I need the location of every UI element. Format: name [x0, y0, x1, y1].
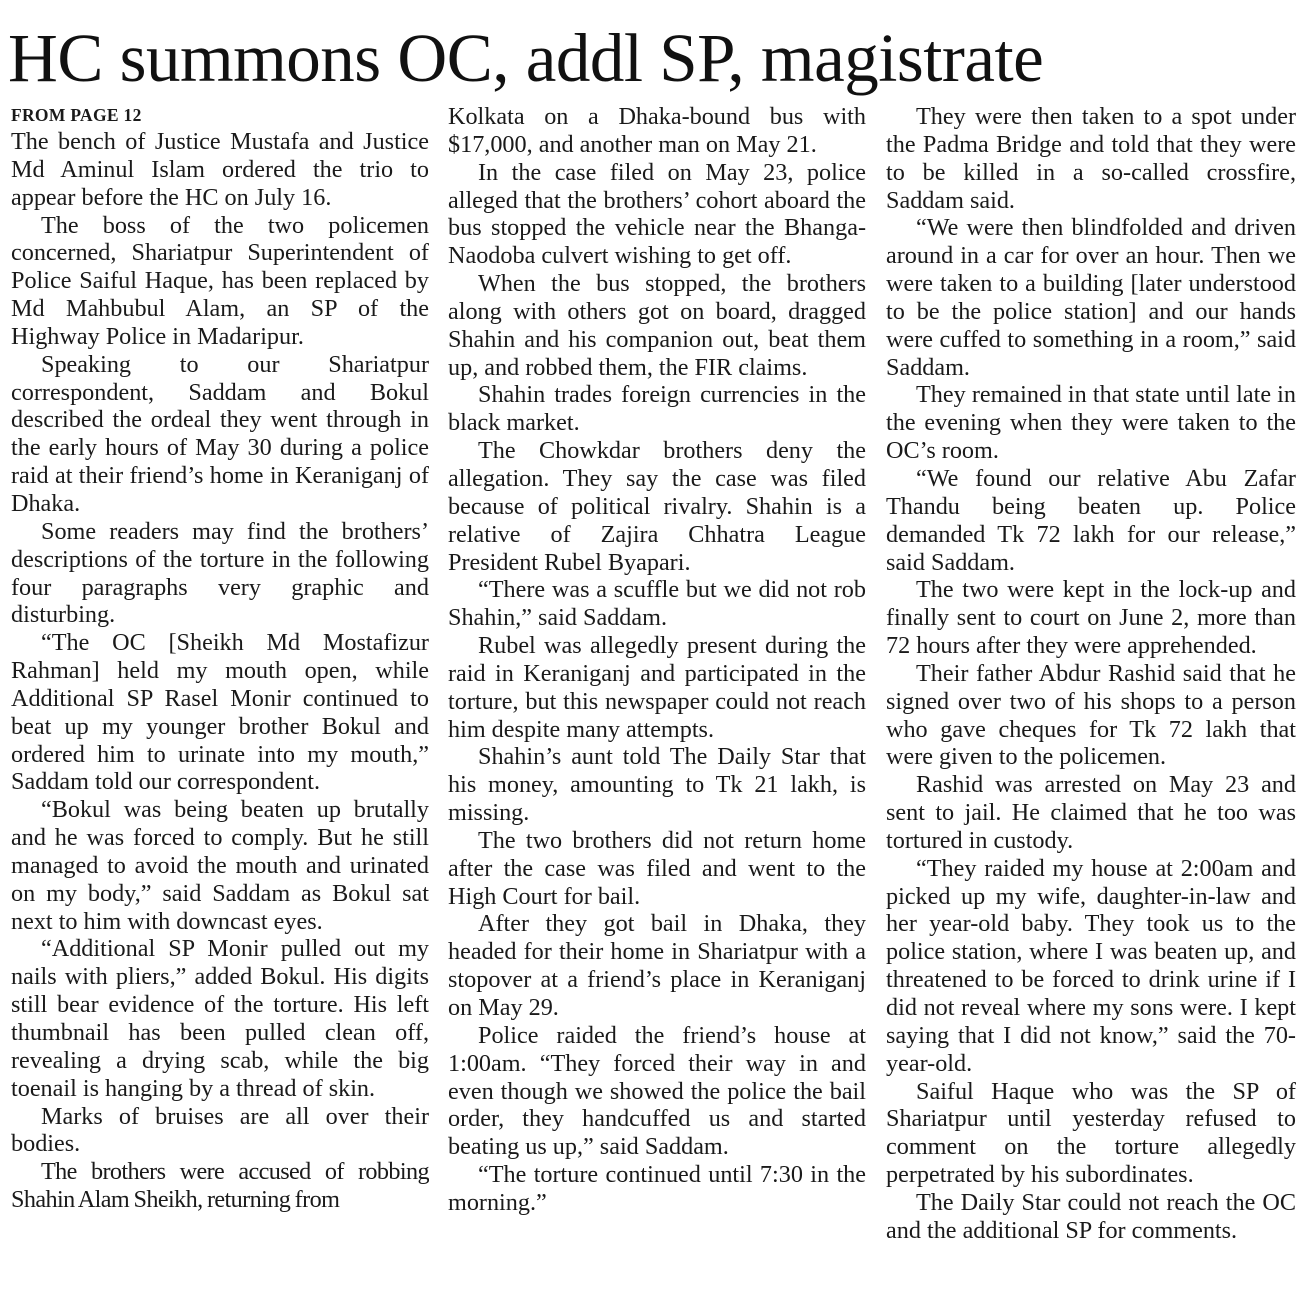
- article-paragraph: “They raided my house at 2:00am and picked up my wife, daughter-in-law and her year-old baby. They took us to the police station, where I was beaten up, and threatened to be forced to drink urine if I did not reveal where my sons were. I kept saying that I did not know,” said the 70-year-old.: [886, 854, 1296, 1077]
- article-paragraph: The two brothers did not return home after the case was filed and went to the High Court for bail.: [448, 826, 866, 910]
- article-paragraph: The Chowkdar brothers deny the allegation. They say the case was filed because of political rivalry. Shahin is a relative of Zajira Chhatra League President Rubel Byapari.: [448, 437, 866, 576]
- article-column-3: [886, 103, 1296, 1313]
- article-column-2: [448, 103, 866, 1313]
- article-paragraph: The Daily Star could not reach the OC and the additional SP for comments.: [886, 1188, 1296, 1244]
- article-paragraph: In the case filed on May 23, police alleged that the brothers’ cohort aboard the bus stopped the vehicle near the Bhanga-Naodoba culvert wishing to get off.: [448, 158, 866, 270]
- article-paragraph: Speaking to our Shariatpur correspondent, Saddam and Bokul described the ordeal they went through in the early hours of May 30 during a police raid at their friend’s home in Keraniganj of Dhaka.: [11, 350, 429, 517]
- article-paragraph: They were then taken to a spot under the Padma Bridge and told that they were to be killed in a so-called crossfire, Saddam said.: [886, 103, 1296, 214]
- article-paragraph: Marks of bruises are all over their bodies.: [11, 1102, 429, 1158]
- article-paragraph: “Bokul was being beaten up brutally and he was forced to comply. But he still managed to avoid the mouth and urinated on my body,” said Saddam as Bokul sat next to him with downcast eyes.: [11, 796, 429, 935]
- article-paragraph: Their father Abdur Rashid said that he signed over two of his shops to a person who gave cheques for Tk 72 lakh that were given to the policemen.: [886, 659, 1296, 771]
- article-paragraph: The bench of Justice Mustafa and Justice Md Aminul Islam ordered the trio to appear before the HC on July 16.: [11, 128, 429, 211]
- article-paragraph: Some readers may find the brothers’ descriptions of the torture in the following four paragraphs very graphic and disturbing.: [11, 517, 429, 629]
- article-paragraph: “The OC [Sheikh Md Mostafizur Rahman] held my mouth open, while Additional SP Rasel Monir continued to beat up my younger brother Bokul and ordered him to urinate into my mouth,” Saddam told our correspondent.: [11, 629, 429, 796]
- article-paragraph: “We were then blindfolded and driven around in a car for over an hour. Then we were taken to a building [later understood to be the police station] and our hands were cuffed to something in a room,” said Saddam.: [886, 214, 1296, 381]
- headline: HC summons OC, addl SP, magistrate: [8, 20, 1044, 96]
- article-paragraph: Rubel was allegedly present during the raid in Keraniganj and participated in the torture, but this newspaper could not reach him despite many attempts.: [448, 632, 866, 743]
- article-paragraph: They remained in that state until late in the evening when they were taken to the OC’s room.: [886, 381, 1296, 465]
- article-paragraph: The two were kept in the lock-up and finally sent to court on June 2, more than 72 hours after they were apprehended.: [886, 576, 1296, 660]
- article-paragraph: “We found our relative Abu Zafar Thandu being beaten up. Police demanded Tk 72 lakh for our release,” said Saddam.: [886, 464, 1296, 576]
- article-column-1: [11, 103, 429, 1313]
- article-paragraph: Saiful Haque who was the SP of Shariatpur until yesterday refused to comment on the torture allegedly perpetrated by his subordinates.: [886, 1077, 1296, 1189]
- jump-label: FROM PAGE 12: [11, 105, 142, 125]
- article-paragraph: When the bus stopped, the brothers along with others got on board, dragged Shahin and his companion out, beat them up, and robbed them, the FIR claims.: [448, 270, 866, 381]
- article-paragraph: “The torture continued until 7:30 in the morning.”: [448, 1161, 866, 1216]
- article-paragraph: “There was a scuffle but we did not rob Shahin,” said Saddam.: [448, 576, 866, 632]
- article-paragraph: Shahin’s aunt told The Daily Star that his money, amounting to Tk 21 lakh, is missing.: [448, 743, 866, 827]
- article-paragraph: Rashid was arrested on May 23 and sent to jail. He claimed that he too was tortured in custody.: [886, 771, 1296, 854]
- article-paragraph: Kolkata on a Dhaka-bound bus with $17,000, and another man on May 21.: [448, 103, 866, 158]
- article-paragraph: After they got bail in Dhaka, they headed for their home in Shariatpur with a stopover at a friend’s place in Keraniganj on May 29.: [448, 910, 866, 1021]
- article-paragraph: Police raided the friend’s house at 1:00am. “They forced their way in and even though we showed the police the bail order, they handcuffed us and started beating us up,” said Saddam.: [448, 1021, 866, 1161]
- article-paragraph: The brothers were accused of robbing Shahin Alam Sheikh, returning from: [11, 1158, 429, 1214]
- article-paragraph: Shahin trades foreign currencies in the black market.: [448, 381, 866, 437]
- article-paragraph: “Additional SP Monir pulled out my nails with pliers,” added Bokul. His digits still bear evidence of the torture. His left thumbnail has been pulled clean off, revealing a drying scab, while the big toenail is hanging by a thread of skin.: [11, 935, 429, 1102]
- article-paragraph: The boss of the two policemen concerned, Shariatpur Superintendent of Police Saiful Haque, has been replaced by Md Mahbubul Alam, an SP of the Highway Police in Madaripur.: [11, 211, 429, 350]
